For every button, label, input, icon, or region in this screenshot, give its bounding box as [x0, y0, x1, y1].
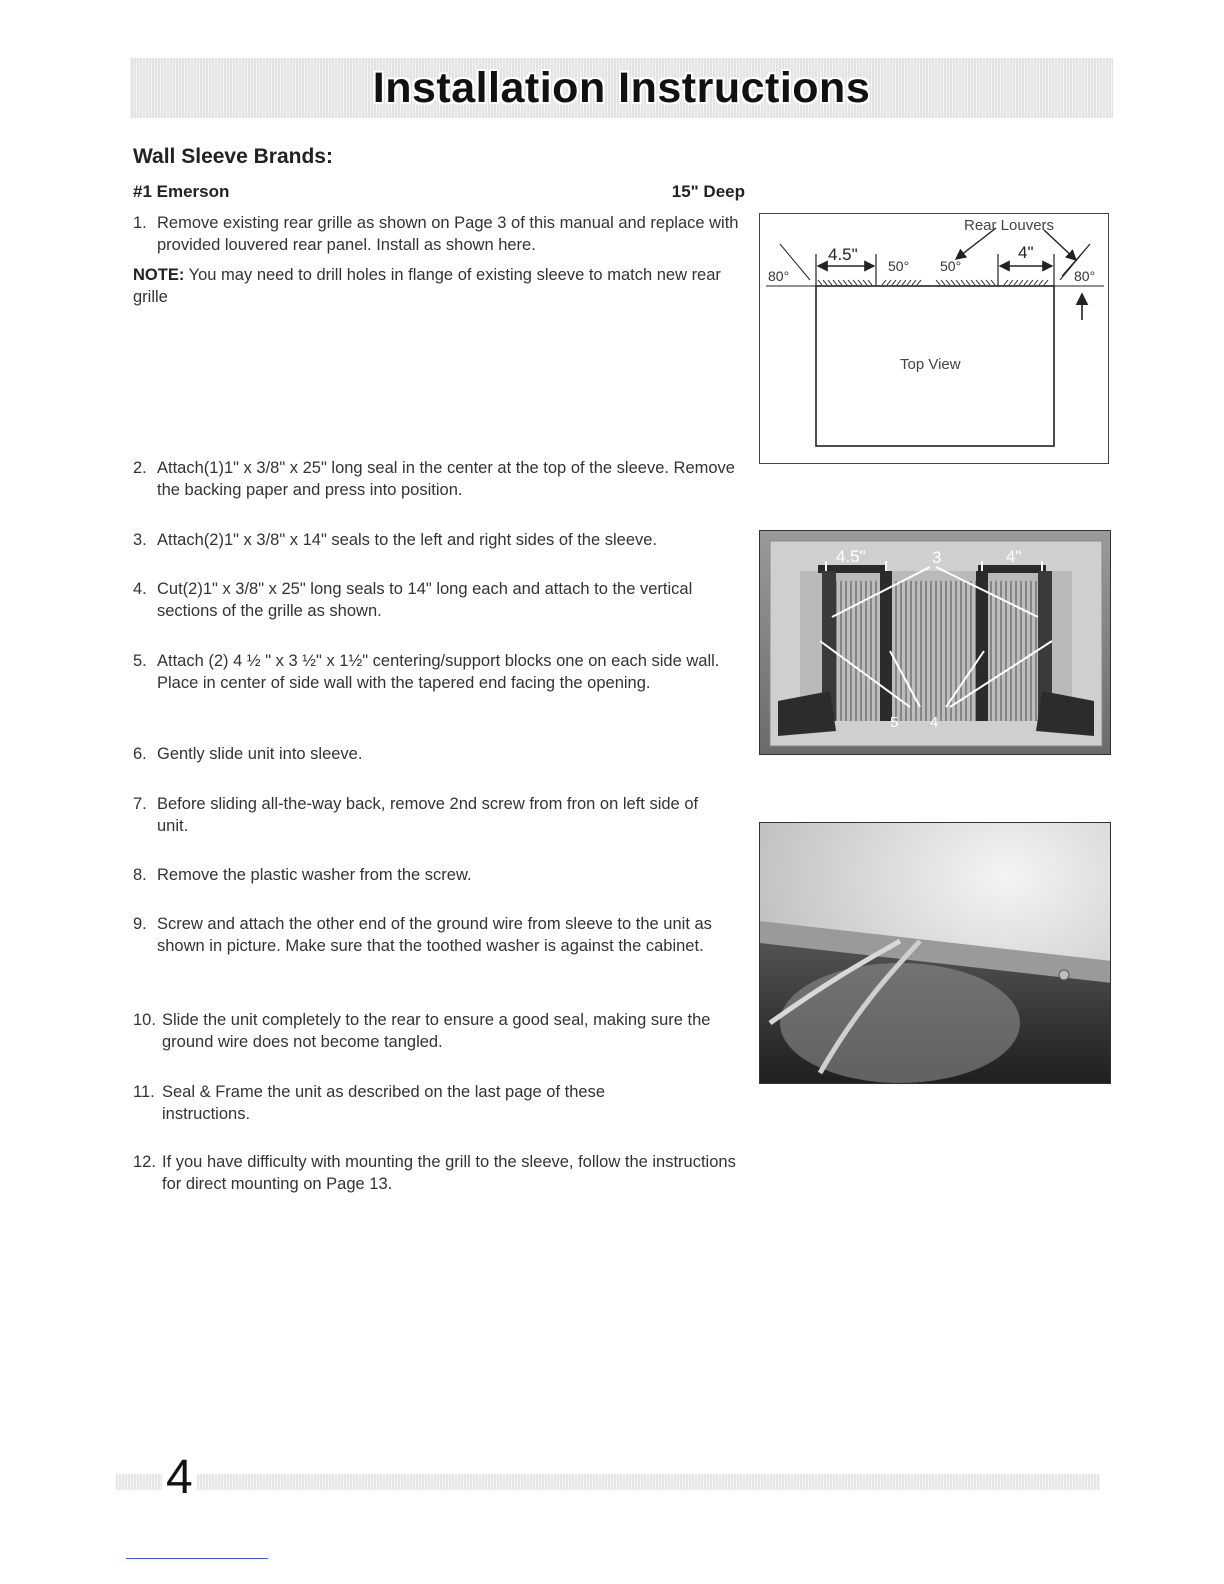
step-number: 8. [133, 866, 147, 884]
step-text: Gently slide unit into sleeve. [157, 745, 363, 763]
page-title: Installation Instructions [372, 63, 871, 112]
step-2 [133, 457, 743, 501]
step-text: Attach (2) 4 ½ " x 3 ½" x 1½" centering/support blocks one on each side wall. Place in center of side wall with the tapered end facing the opening. [157, 652, 720, 692]
section-title: Wall Sleeve Brands: [133, 145, 333, 168]
angle-left: 80° [768, 268, 790, 284]
step-number: 4. [133, 580, 147, 598]
step-text: Remove existing rear grille as shown on Page 3 of this manual and replace with provided louvered rear panel. Install as shown here. [157, 214, 739, 254]
step-number: 12. [133, 1153, 156, 1171]
photo1-label-center: 3 [932, 548, 942, 567]
step-7 [133, 793, 723, 837]
step-11 [133, 1081, 693, 1125]
brand-row [133, 182, 745, 202]
step-text: Remove the plastic washer from the screw. [157, 866, 472, 884]
step-text: Cut(2)1" x 3/8" x 25" long seals to 14" long each and attach to the vertical sections of the grille as shown. [157, 580, 693, 620]
photo1-label-right: 4" [1006, 547, 1022, 566]
step-6 [133, 743, 743, 765]
header-banner [130, 58, 1113, 118]
step-text: Screw and attach the other end of the ground wire from sleeve to the unit as shown in picture. Make sure that the toothed washer is against the cabinet. [157, 915, 712, 955]
step-text: Seal & Frame the unit as described on the last page of these instructions. [162, 1083, 606, 1123]
step-4 [133, 578, 723, 622]
ground-wire-photo [759, 822, 1111, 1084]
step-number: 10. [133, 1011, 156, 1029]
step-text: Attach(1)1" x 3/8" x 25" long seal in the center at the top of the sleeve. Remove the backing paper and press into position. [157, 459, 735, 499]
step-12 [133, 1151, 743, 1195]
footer-bar [115, 1474, 1100, 1490]
top-view-drawing [760, 214, 1110, 465]
step-number: 11. [133, 1083, 155, 1101]
louver-hatching [818, 280, 1048, 285]
dim-left-label: 4.5" [828, 245, 858, 264]
step-8 [133, 864, 743, 886]
step-1 [133, 212, 743, 256]
step-number: 3. [133, 531, 147, 549]
step-text: Attach(2)1" x 3/8" x 14" seals to the left and right sides of the sleeve. [157, 531, 658, 549]
sleeve-seals-photo [759, 530, 1111, 755]
step-number: 5. [133, 652, 147, 670]
step-3 [133, 529, 743, 551]
step-number: 1. [133, 214, 147, 232]
photo1-label-bottom-a: 5 [890, 714, 899, 731]
step-text: Before sliding all-the-way back, remove 2nd screw from fron on left side of unit. [157, 795, 699, 835]
brand-depth: 15" Deep [671, 182, 745, 201]
angle-right: 80° [1074, 268, 1096, 284]
step-number: 2. [133, 459, 147, 477]
photo1-label-bottom-b: 4 [930, 714, 939, 731]
note-text: You may need to drill holes in flange of existing sleeve to match new rear grille [133, 266, 721, 306]
rear-louvers-label: Rear Louvers [964, 217, 1055, 234]
photo1-label-left: 4.5" [836, 547, 866, 566]
step-9 [133, 913, 743, 957]
step-number: 9. [133, 915, 147, 933]
page-number: 4 [162, 1452, 197, 1504]
step-10 [133, 1009, 743, 1053]
angle-mid-right: 50° [940, 258, 962, 274]
top-view-diagram [759, 213, 1109, 464]
note [133, 264, 733, 308]
step-5 [133, 650, 733, 694]
bottom-rule [126, 1558, 268, 1559]
note-label: NOTE: [133, 266, 185, 284]
step-number: 6. [133, 745, 147, 763]
dim-right-label: 4" [1018, 243, 1034, 262]
step-number: 7. [133, 795, 147, 813]
brand-name: #1 Emerson [133, 182, 230, 201]
step-text: If you have difficulty with mounting the grill to the sleeve, follow the instructions for direct mounting on Page 13. [162, 1153, 736, 1193]
angle-mid-left: 50° [888, 258, 910, 274]
top-view-label: Top View [900, 356, 961, 373]
step-text: Slide the unit completely to the rear to ensure a good seal, making sure the ground wire does not become tangled. [162, 1011, 711, 1051]
